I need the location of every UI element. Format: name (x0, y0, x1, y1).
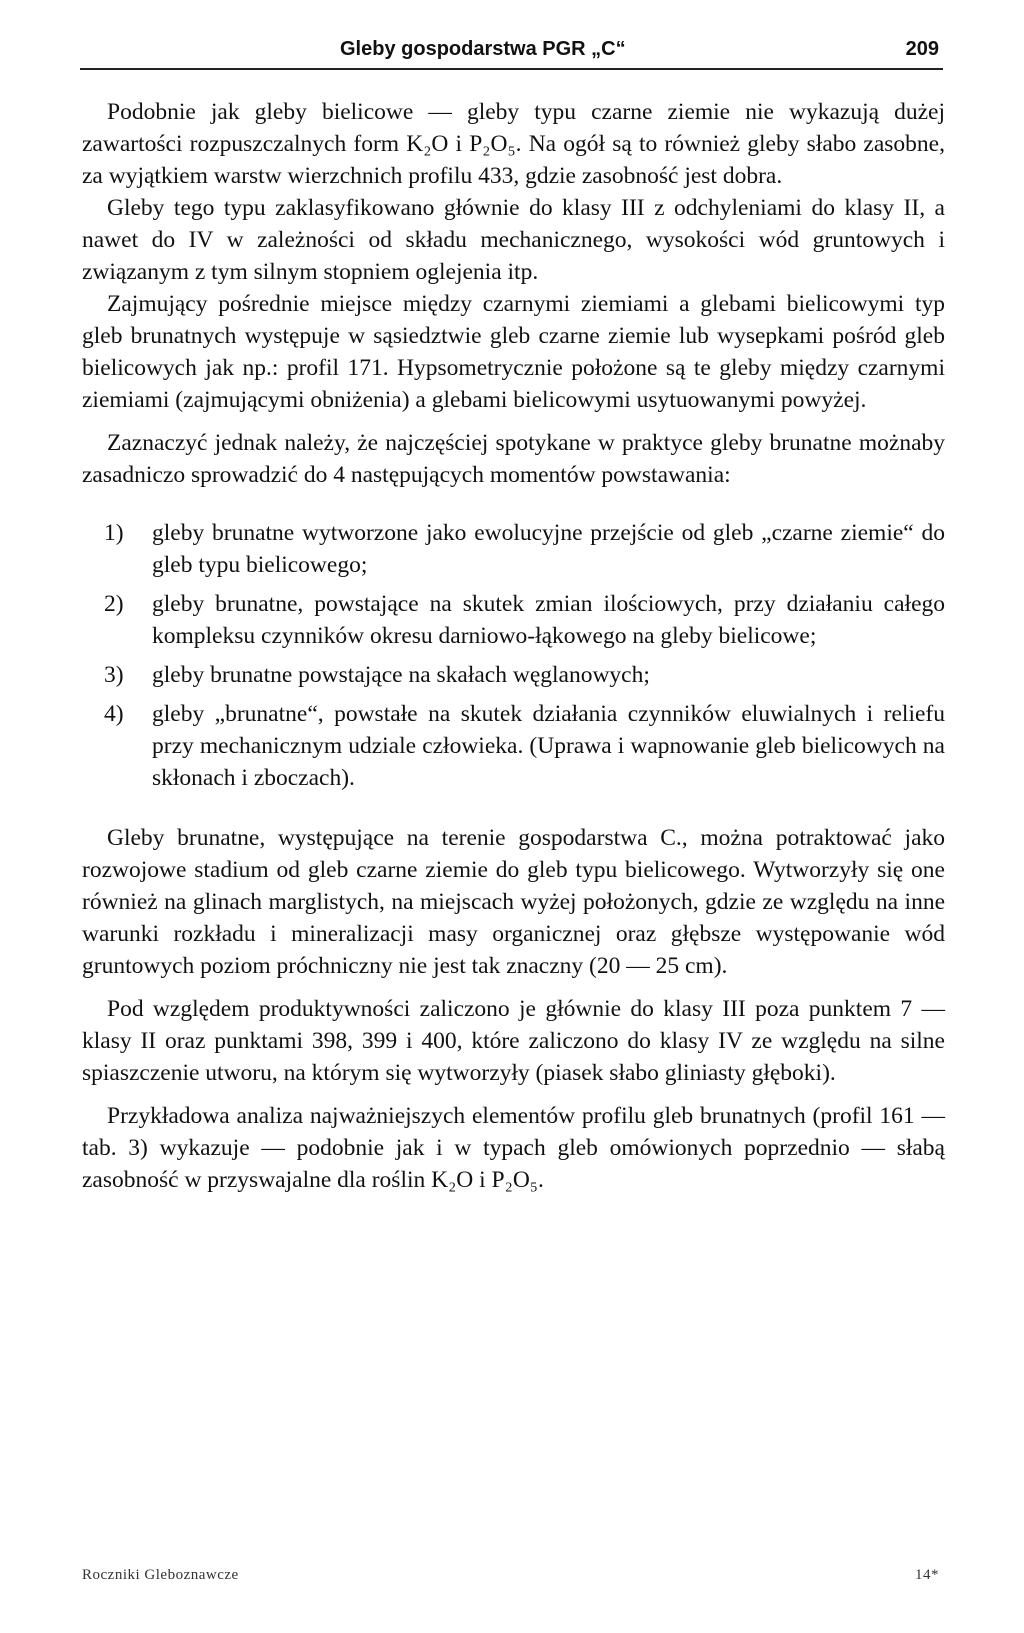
numbered-list (82, 517, 945, 794)
body-text (82, 96, 945, 1196)
list-item-text: gleby brunatne, powstające na skutek zmian ilościowych, przy działaniu całego kompleksu czynników okresu darniowo-łąkowego na gleby bielicowe; (152, 591, 945, 649)
list-item (82, 588, 945, 652)
list-item (82, 517, 945, 581)
list-item-text: gleby brunatne wytworzone jako ewolucyjne przejście od gleb „czarne ziemie“ do gleb typu bielicowego; (152, 520, 945, 578)
signature-mark: 14* (915, 1567, 939, 1583)
list-item-text: gleby brunatne powstające na skałach węglanowych; (152, 662, 650, 688)
page-number: 209 (905, 38, 939, 60)
running-header (80, 36, 943, 70)
list-item (82, 659, 945, 691)
paragraph-4: Zaznaczyć jednak należy, że najczęściej spotykane w praktyce gleby brunatne możnaby zasadniczo sprowadzić do 4 następujących momentów powstawania: (82, 430, 945, 488)
list-item-number: 4) (104, 701, 124, 727)
paragraph-5: Gleby brunatne, występujące na terenie gospodarstwa C., można potraktować jako rozwojowe stadium od gleb czarne ziemie do gleb typu bielicowego. Wytworzyły się one również na glinach marglistych, na miejscach wyżej położonych, gdzie ze względu na inne warunki rozkładu i mineralizacji masy organicznej oraz głębsze występowanie wód gruntowych poziom próchniczny nie jest tak znaczny (20 — 25 cm). (82, 825, 945, 979)
page-footer (82, 1567, 945, 1589)
paragraph-7: Przykładowa analiza najważniejszych elementów profilu gleb brunatnych (profil 161 — tab. 3) wykazuje — podobnie jak i w typach gleb omówionych poprzednio — słabą zasobność w przyswajalne dla roślin K₂O i P₂O₅. (82, 1103, 945, 1193)
list-item-number: 2) (104, 591, 124, 617)
list-item-number: 1) (104, 520, 124, 546)
list-item-number: 3) (104, 662, 124, 688)
list-item (82, 698, 945, 794)
running-title: Gleby gospodarstwa PGR „C“ (340, 38, 626, 60)
paragraph-3: Zajmujący pośrednie miejsce między czarnymi ziemiami a glebami bielicowymi typ gleb brunatnych występuje w sąsiedztwie gleb czarne ziemie lub wysepkami pośród gleb bielicowych jak np.: profil 171. Hypsometrycznie położone są te gleby między czarnymi ziemiami (zajmującymi obniżenia) a glebami bielicowymi usytuowanymi powyżej. (82, 291, 945, 413)
journal-name: Roczniki Gleboznawcze (82, 1567, 239, 1583)
paragraph-1: Podobnie jak gleby bielicowe — gleby typu czarne ziemie nie wykazują dużej zawartości rozpuszczalnych form K₂O i P₂O₅. Na ogół są to również gleby słabo zasobne, za wyjątkiem warstw wierzchnich profilu 433, gdzie zasobność jest dobra. (82, 99, 945, 189)
paragraph-6: Pod względem produktywności zaliczono je głównie do klasy III poza punktem 7 — klasy II oraz punktami 398, 399 i 400, które zaliczono do klasy IV ze względu na silne spiaszczenie utworu, na którym się wytworzyły (piasek słabo gliniasty głęboki). (82, 996, 945, 1086)
paragraph-2: Gleby tego typu zaklasyfikowano głównie do klasy III z odchyleniami do klasy II, a nawet do IV w zależności od składu mechanicznego, wysokości wód gruntowych i związanym z tym silnym stopniem oglejenia itp. (82, 195, 945, 285)
list-item-text: gleby „brunatne“, powstałe na skutek działania czynników eluwialnych i reliefu przy mechanicznym udziale człowieka. (Uprawa i wapnowanie gleb bielicowych na skłonach i zboczach). (152, 701, 945, 791)
